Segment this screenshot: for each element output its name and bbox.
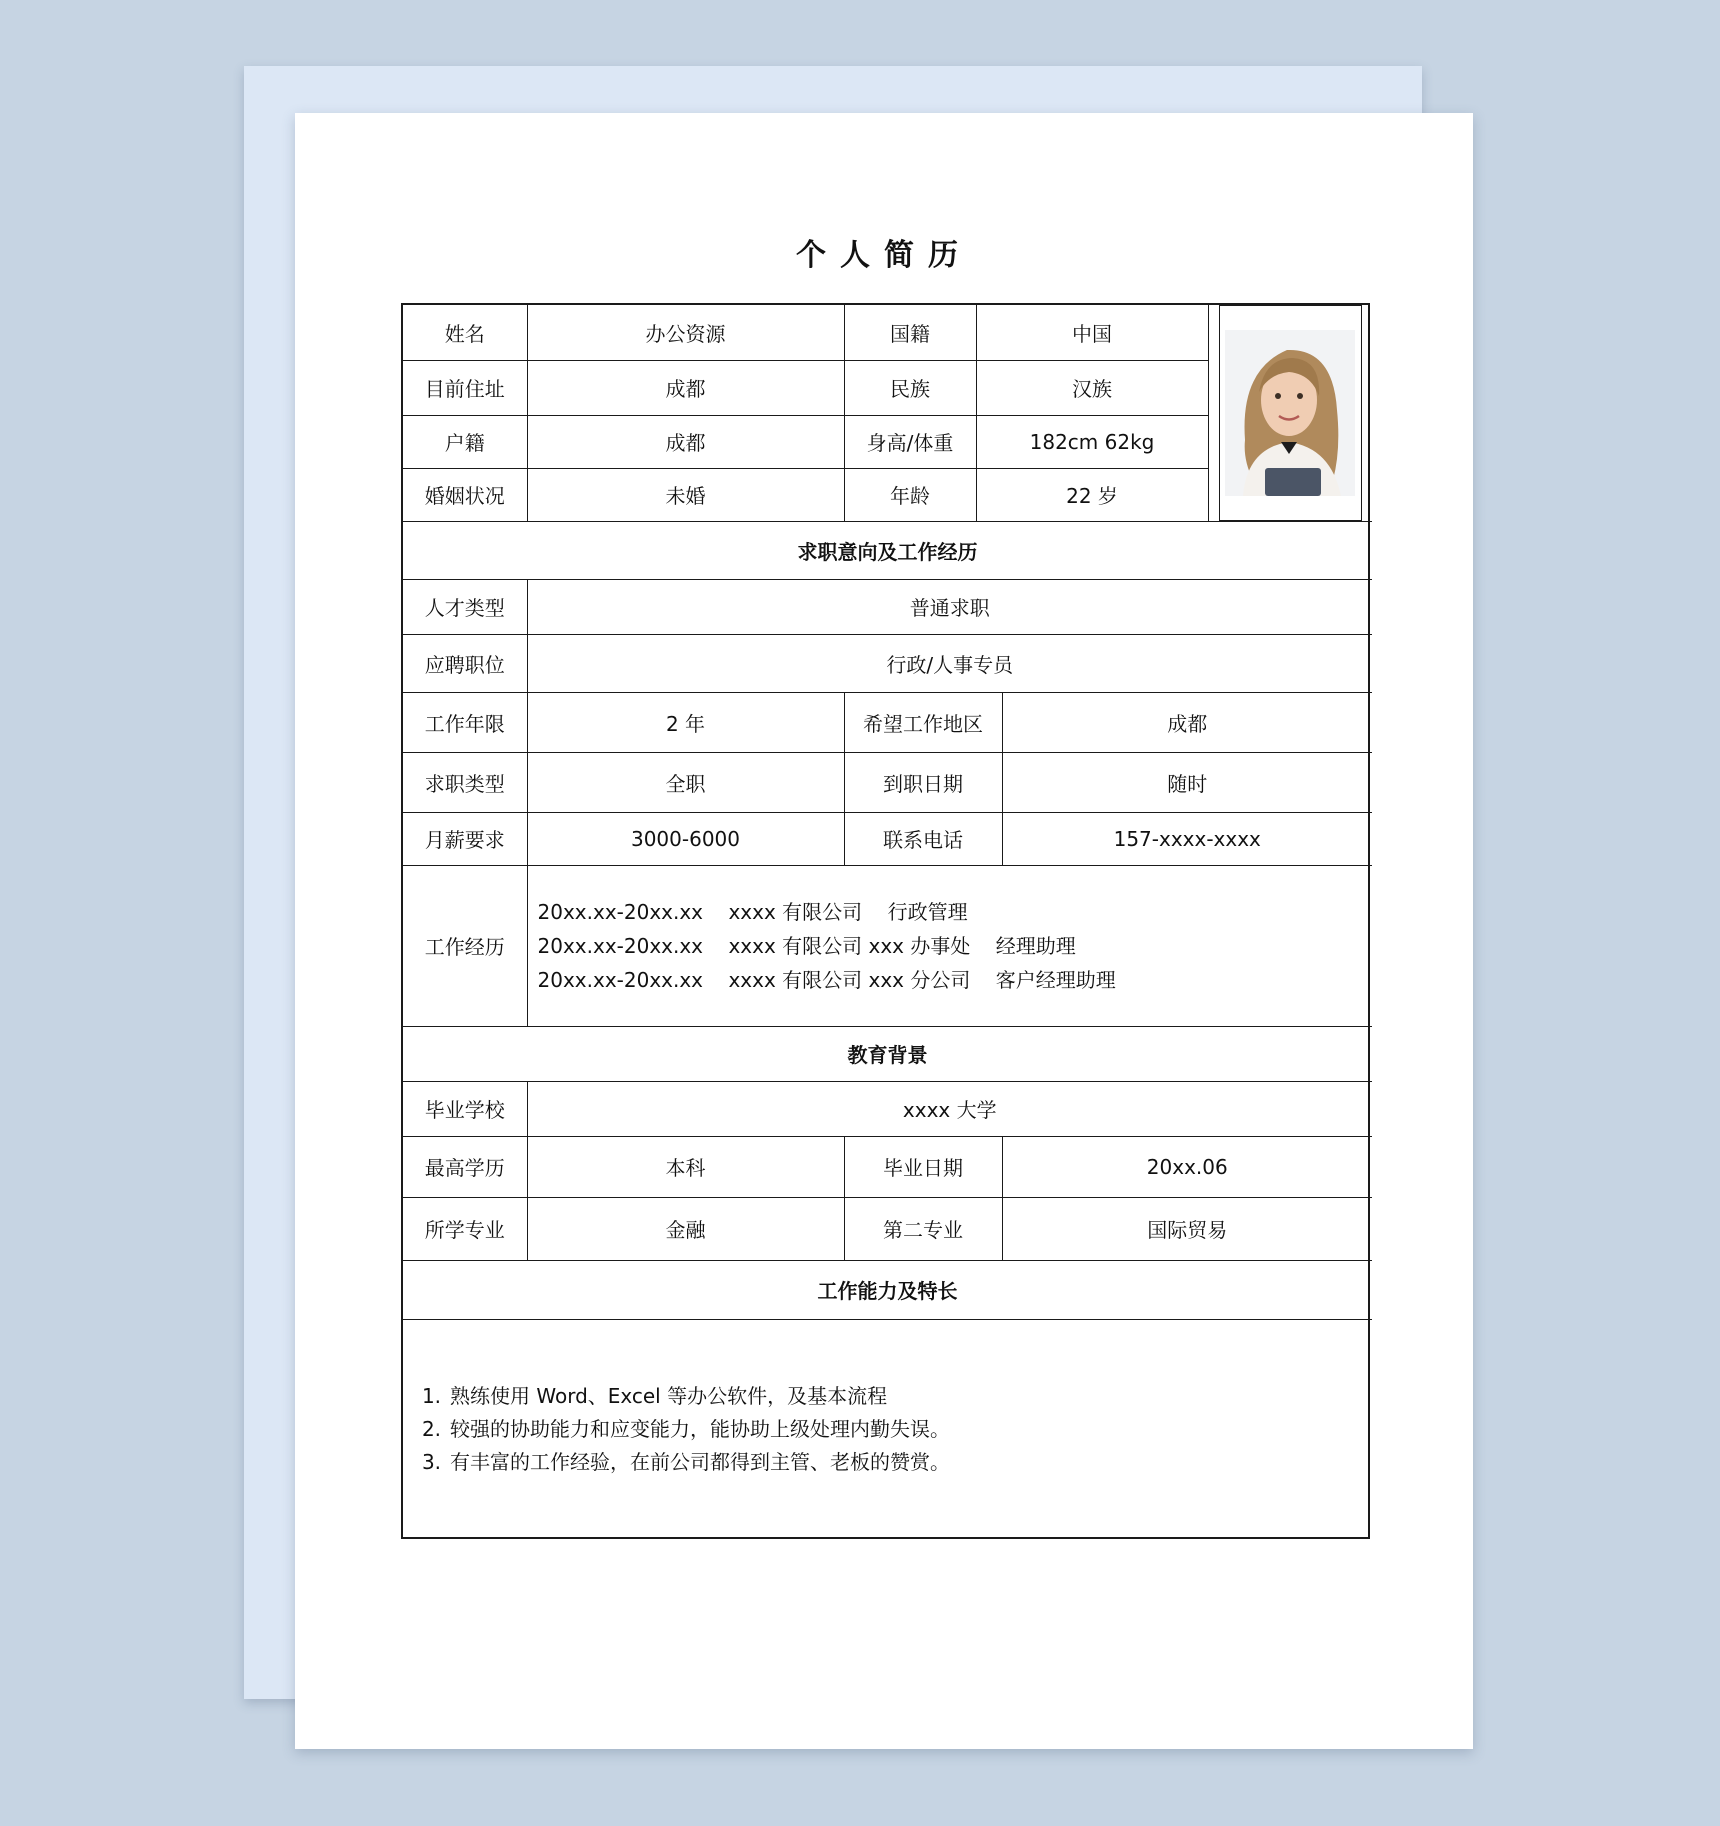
- row-job-section: [403, 521, 1372, 579]
- row-skills: [403, 1319, 1372, 1540]
- nationality-label: 国籍: [844, 305, 976, 360]
- row-major: [403, 1197, 1372, 1260]
- row-salary: [403, 812, 1372, 865]
- resume-table: [401, 303, 1370, 1539]
- school-label: 毕业学校: [403, 1081, 527, 1136]
- position-value: 行政/人事专员: [527, 634, 1372, 692]
- experience-list: [527, 865, 1372, 1026]
- nationality-value: 中国: [976, 305, 1208, 360]
- skill-item: [413, 1446, 1362, 1479]
- name-value: 办公资源: [527, 305, 844, 360]
- row-experience: [403, 865, 1372, 1026]
- grad-value: 20xx.06: [1002, 1136, 1372, 1197]
- start-label: 到职日期: [844, 752, 1002, 812]
- row-job-type: [403, 752, 1372, 812]
- years-label: 工作年限: [403, 692, 527, 752]
- portrait-image: [1225, 330, 1355, 496]
- row-education-section: [403, 1026, 1372, 1081]
- row-degree: [403, 1136, 1372, 1197]
- photo: [1219, 305, 1363, 521]
- experience-label: 工作经历: [403, 865, 527, 1026]
- photo-cell: [1208, 305, 1372, 521]
- skill-number: 1.: [421, 1384, 442, 1409]
- skill-text: 有丰富的工作经验，在前公司都得到主管、老板的赞赏。: [450, 1450, 950, 1475]
- talent-type-label: 人才类型: [403, 579, 527, 634]
- skill-number: 3.: [421, 1450, 442, 1475]
- phone-value: 157-xxxx-xxxx: [1002, 812, 1372, 865]
- skill-number: 2.: [421, 1417, 442, 1442]
- address-label: 目前住址: [403, 360, 527, 415]
- major-label: 所学专业: [403, 1197, 527, 1260]
- row-name: [403, 305, 1372, 360]
- hukou-value: 成都: [527, 415, 844, 468]
- skills-section-title: 工作能力及特长: [403, 1260, 1372, 1319]
- job-type-label: 求职类型: [403, 752, 527, 812]
- job-section-title: 求职意向及工作经历: [403, 521, 1372, 579]
- position-label: 应聘职位: [403, 634, 527, 692]
- degree-label: 最高学历: [403, 1136, 527, 1197]
- talent-type-value: 普通求职: [527, 579, 1372, 634]
- row-position: [403, 634, 1372, 692]
- row-years: [403, 692, 1372, 752]
- skill-item: [413, 1380, 1362, 1413]
- ethnicity-value: 汉族: [976, 360, 1208, 415]
- row-school: [403, 1081, 1372, 1136]
- experience-item: 20xx.xx-20xx.xx xxxx 有限公司 xxx 分公司 客户经理助理: [537, 967, 1116, 992]
- minor-label: 第二专业: [844, 1197, 1002, 1260]
- grad-label: 毕业日期: [844, 1136, 1002, 1197]
- degree-value: 本科: [527, 1136, 844, 1197]
- row-talent-type: [403, 579, 1372, 634]
- start-value: 随时: [1002, 752, 1372, 812]
- salary-value: 3000-6000: [527, 812, 844, 865]
- name-label: 姓名: [403, 305, 527, 360]
- marital-value: 未婚: [527, 468, 844, 521]
- skill-text: 较强的协助能力和应变能力，能协助上级处理内勤失误。: [450, 1417, 950, 1442]
- skill-text: 熟练使用 Word、Excel 等办公软件，及基本流程: [450, 1384, 888, 1409]
- salary-label: 月薪要求: [403, 812, 527, 865]
- height-weight-label: 身高/体重: [844, 415, 976, 468]
- minor-value: 国际贸易: [1002, 1197, 1372, 1260]
- skills-list: [403, 1319, 1372, 1540]
- height-weight-value: 182cm 62kg: [976, 415, 1208, 468]
- skill-item: [413, 1413, 1362, 1446]
- job-type-value: 全职: [527, 752, 844, 812]
- experience-item: 20xx.xx-20xx.xx xxxx 有限公司 行政管理: [537, 899, 968, 924]
- location-value: 成都: [1002, 692, 1372, 752]
- page-title: 个人简历: [796, 238, 972, 273]
- years-value: 2 年: [527, 692, 844, 752]
- ethnicity-label: 民族: [844, 360, 976, 415]
- education-section-title: 教育背景: [403, 1026, 1372, 1081]
- experience-item: 20xx.xx-20xx.xx xxxx 有限公司 xxx 办事处 经理助理: [537, 933, 1076, 958]
- hukou-label: 户籍: [403, 415, 527, 468]
- row-skills-section: [403, 1260, 1372, 1319]
- age-label: 年龄: [844, 468, 976, 521]
- location-label: 希望工作地区: [844, 692, 1002, 752]
- phone-label: 联系电话: [844, 812, 1002, 865]
- age-value: 22 岁: [976, 468, 1208, 521]
- school-value: xxxx 大学: [527, 1081, 1372, 1136]
- major-value: 金融: [527, 1197, 844, 1260]
- address-value: 成都: [527, 360, 844, 415]
- marital-label: 婚姻状况: [403, 468, 527, 521]
